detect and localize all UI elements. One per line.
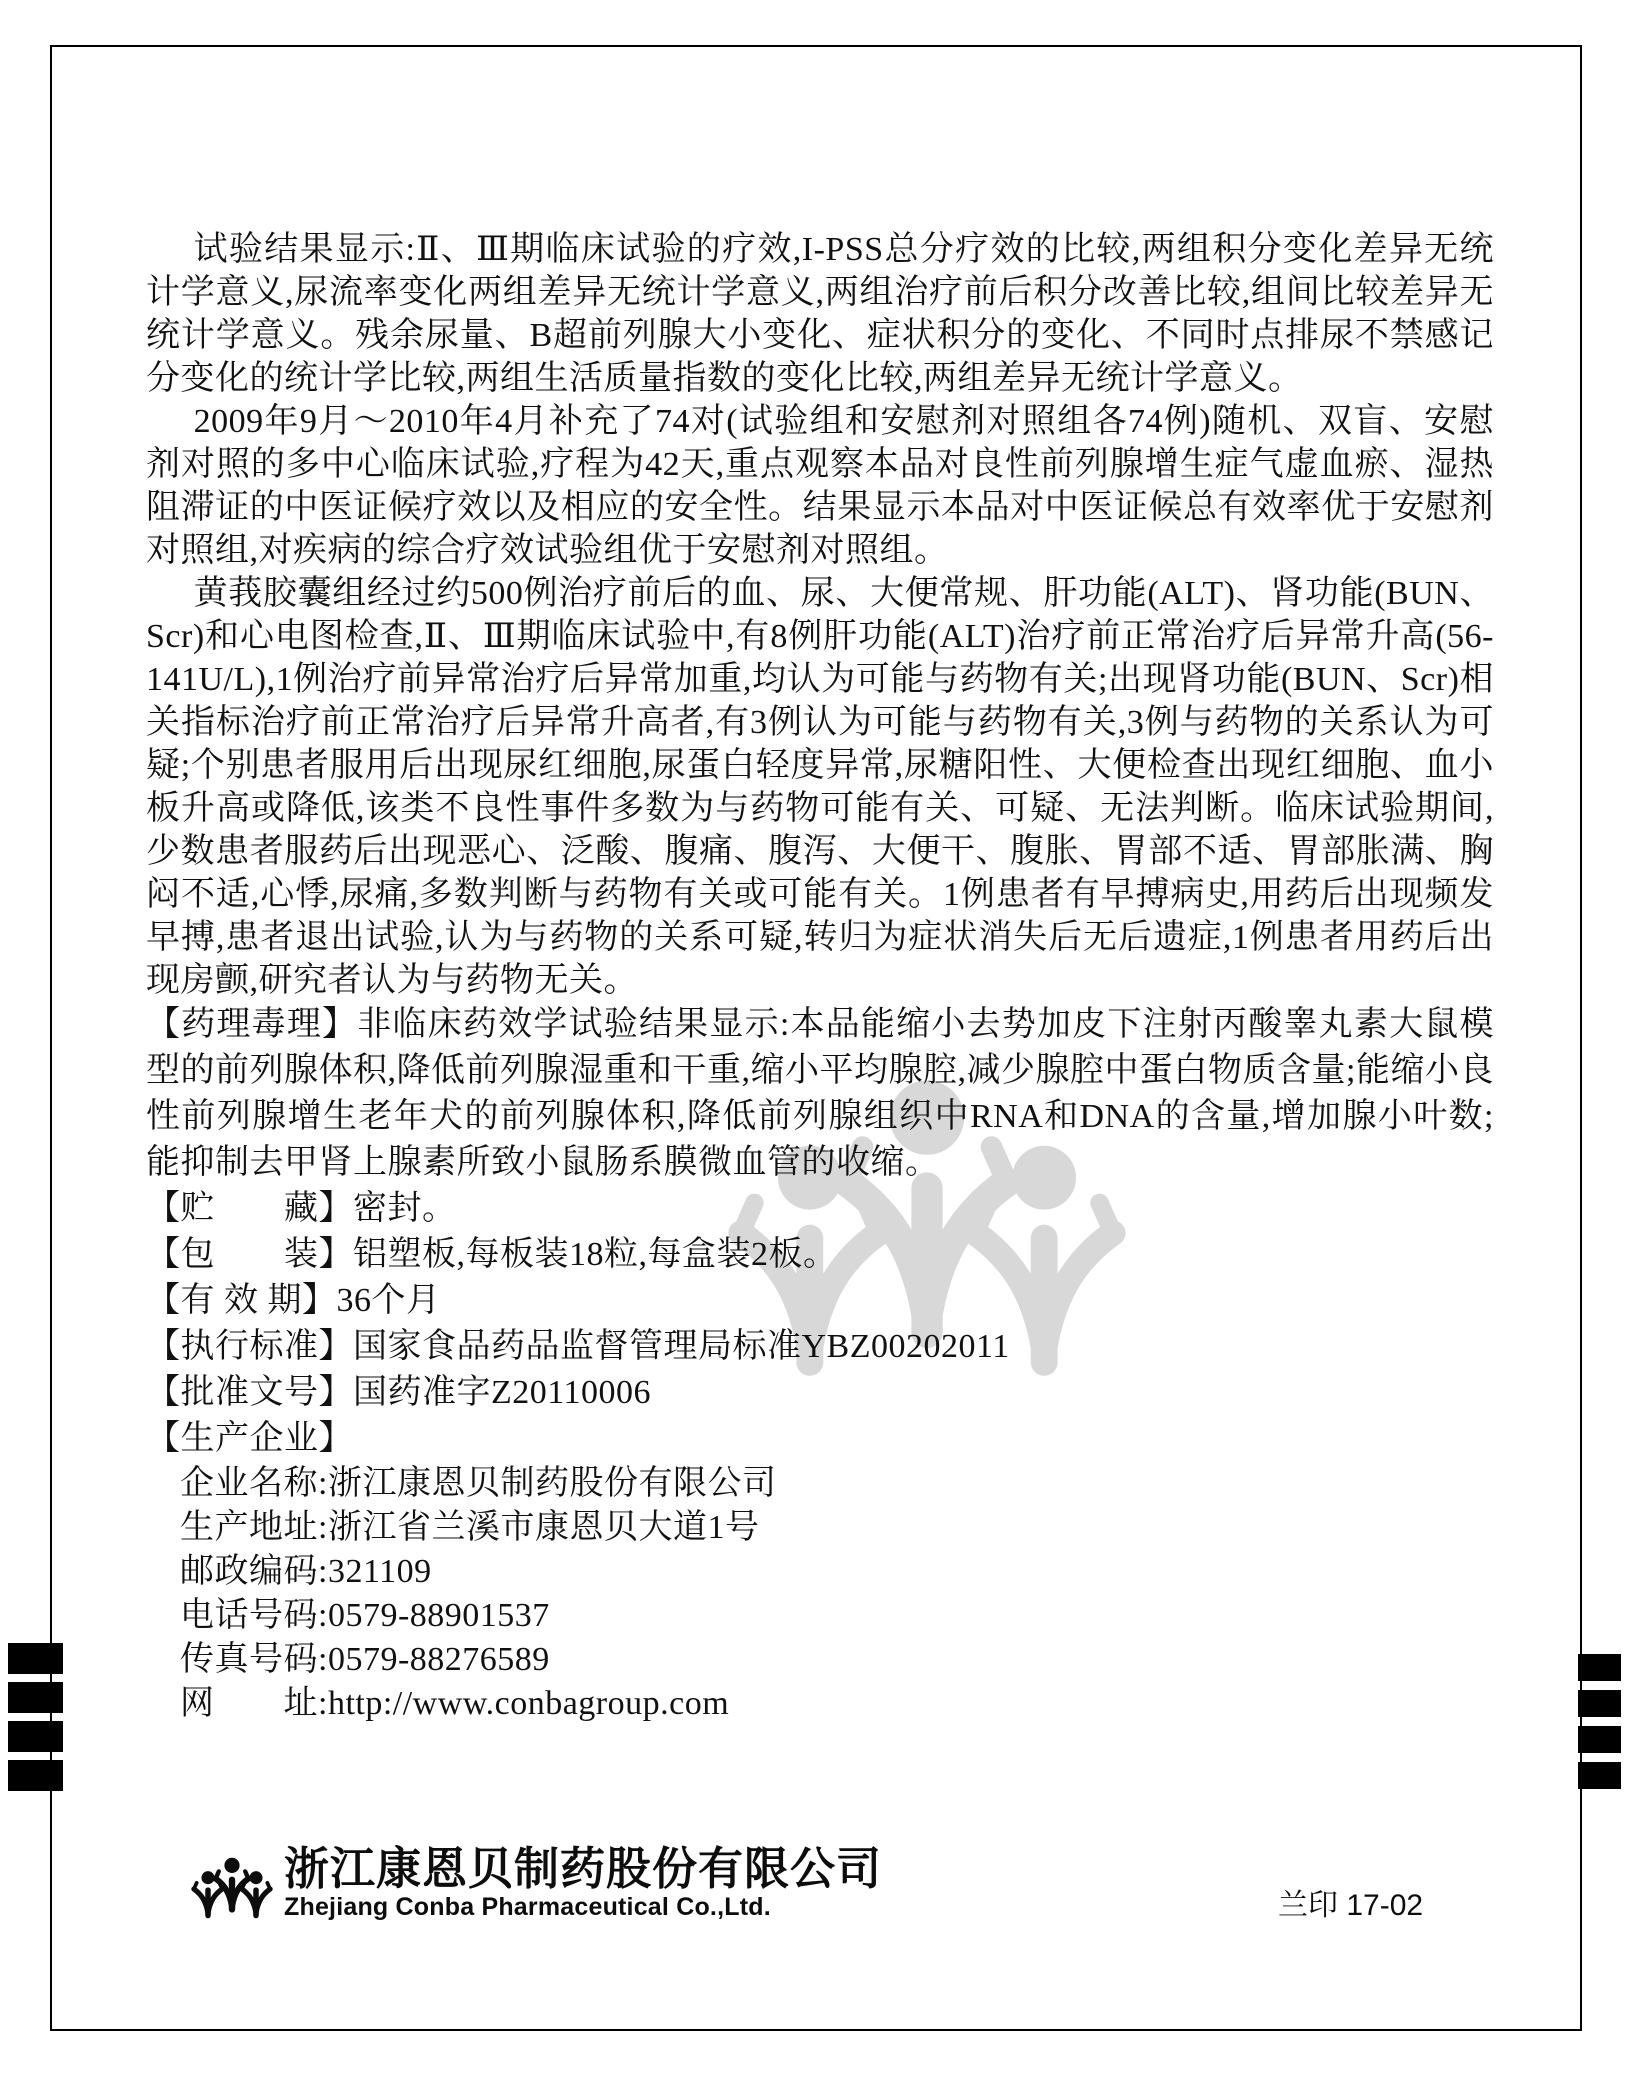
registration-mark xyxy=(1578,1762,1621,1789)
section-executive-standard xyxy=(146,1324,1494,1370)
manufacturer-postcode: 邮政编码:321109 xyxy=(180,1553,432,1590)
conba-logo-icon xyxy=(190,1846,274,1930)
manufacturer-phone: 电话号码:0579-88901537 xyxy=(180,1597,550,1634)
registration-mark xyxy=(1578,1726,1621,1753)
paragraph-trial-results: 试验结果显示:Ⅱ、Ⅲ期临床试验的疗效,I-PSS总分疗效的比较,两组积分变化差异无统计学意义,尿流率变化两组差异无统计学意义,两组治疗前后积分改善比较,组间比较差异无统计学意义。残余尿量、B超前列腺大小变化、症状积分的变化、不同时点排尿不禁感记分变化的统计学比较,两组生活质量指数的变化比较,两组差异无统计学意义。 xyxy=(146,231,1494,397)
manufacturer-website: 网 址:http://www.conbagroup.com xyxy=(180,1685,730,1722)
registration-mark xyxy=(1578,1690,1621,1717)
company-name-en: Zhejiang Conba Pharmaceutical Co.,Ltd. xyxy=(284,1893,771,1921)
registration-mark xyxy=(8,1643,63,1674)
section-label: 【生产企业】 xyxy=(146,1420,353,1457)
print-code: 兰印 17-02 xyxy=(1278,1889,1424,1922)
leaflet-body xyxy=(146,228,1494,1726)
section-label: 【贮 藏】 xyxy=(146,1190,353,1227)
registration-mark xyxy=(8,1721,63,1752)
registration-mark xyxy=(8,1682,63,1713)
section-text: 非临床药效学试验结果显示:本品能缩小去势加皮下注射丙酸睾丸素大鼠模型的前列腺体积,降低前列腺湿重和干重,缩小平均腺腔,减少腺腔中蛋白物质含量;能缩小良性前列腺增生老年犬的前列腺体积,降低前列腺组织中RNA和DNA的含量,增加腺小叶数;能抑制去甲肾上腺素所致小鼠肠系膜微血管的收缩。 xyxy=(146,1006,1495,1181)
section-storage xyxy=(146,1186,1494,1232)
manufacturer-name: 企业名称:浙江康恩贝制药股份有限公司 xyxy=(180,1465,777,1502)
registration-marks-right xyxy=(1578,1654,1621,1798)
section-pharmacology-toxicology xyxy=(146,1002,1494,1186)
section-text: 国药准字Z20110006 xyxy=(353,1374,652,1411)
paragraph-supplementary-trial: 2009年9月～2010年4月补充了74对(试验组和安慰剂对照组各74例)随机、双盲、安慰剂对照的多中心临床试验,疗程为42天,重点观察本品对良性前列腺增生症气虚血瘀、湿热阻滞证的中医证候疗效以及相应的安全性。结果显示本品对中医证候总有效率优于安慰剂对照组,对疾病的综合疗效试验组优于安慰剂对照组。 xyxy=(146,403,1494,569)
footer-brand xyxy=(190,1843,883,1930)
section-label: 【执行标准】 xyxy=(146,1328,353,1365)
brand-text xyxy=(284,1843,883,1922)
section-label: 【有 效 期】 xyxy=(146,1282,337,1319)
section-text: 国家食品药品监督管理局标准YBZ00202011 xyxy=(353,1328,1010,1365)
registration-mark xyxy=(1578,1654,1621,1681)
section-label: 【批准文号】 xyxy=(146,1374,353,1411)
section-shelf-life xyxy=(146,1278,1494,1324)
manufacturer-fax: 传真号码:0579-88276589 xyxy=(180,1641,550,1678)
section-manufacturer xyxy=(146,1416,1494,1462)
section-text: 铝塑板,每板装18粒,每盒装2板。 xyxy=(353,1236,838,1273)
paragraph-safety-observations: 黄莪胶囊组经过约500例治疗前后的血、尿、大便常规、肝功能(ALT)、肾功能(BUN、Scr)和心电图检查,Ⅱ、Ⅲ期临床试验中,有8例肝功能(ALT)治疗前正常治疗后异常升高(56-141U/L),1例治疗前异常治疗后异常加重,均认为可能与药物有关;出现肾功能(BUN、Scr)相关指标治疗前正常治疗后异常升高者,有3例认为可能与药物有关,3例与药物的关系认为可疑;个别患者服用后出现尿红细胞,尿蛋白轻度异常,尿糖阳性、大便检查出现红细胞、血小板升高或降低,该类不良性事件多数为与药物可能有关、可疑、无法判断。临床试验期间,少数患者服药后出现恶心、泛酸、腹痛、腹泻、大便干、腹胀、胃部不适、胃部胀满、胸闷不适,心悸,尿痛,多数判断与药物有关或可能有关。1例患者有早搏病史,用药后出现频发早搏,患者退出试验,认为与药物的关系可疑,转归为症状消失后无后遗症,1例患者用药后出现房颤,研究者认为与药物无关。 xyxy=(146,575,1494,999)
section-label: 【药理毒理】 xyxy=(146,1006,358,1043)
section-approval-number xyxy=(146,1370,1494,1416)
section-text: 密封。 xyxy=(353,1190,457,1227)
section-label: 【包 装】 xyxy=(146,1236,353,1273)
section-text: 36个月 xyxy=(336,1282,441,1319)
section-packaging xyxy=(146,1232,1494,1278)
manufacturer-address: 生产地址:浙江省兰溪市康恩贝大道1号 xyxy=(180,1509,760,1546)
registration-mark xyxy=(8,1760,63,1791)
company-name-cn: 浙江康恩贝制药股份有限公司 xyxy=(284,1843,883,1894)
registration-marks-left xyxy=(8,1643,63,1799)
